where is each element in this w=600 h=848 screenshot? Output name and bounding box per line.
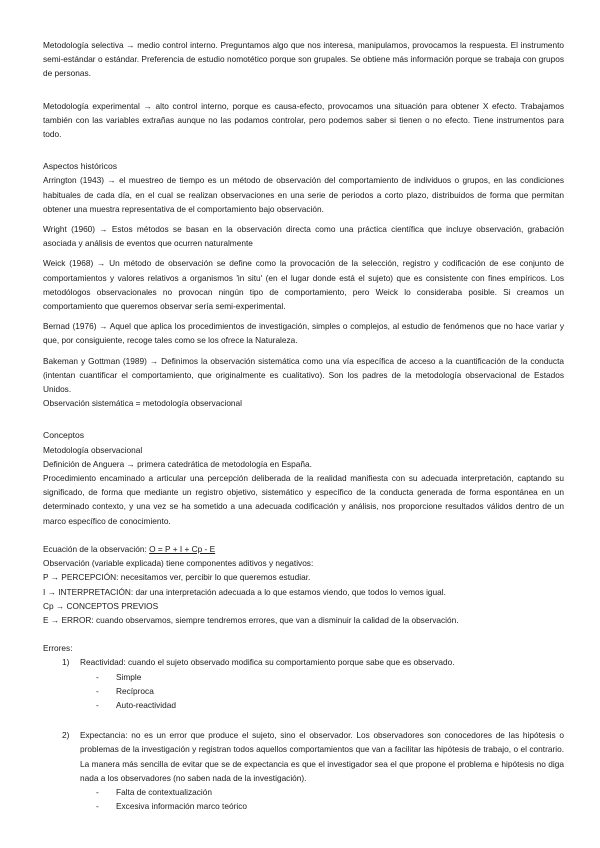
paragraph-bakeman-gottman: Bakeman y Gottman (1989) → Definimos la observación sistemática como una vía específica de acceso a la cuantificación de la conducta (intentan cuantificar el comportamiento, que originalmente es cualitativo). Son los padres de la metodología observacional de Estados Unidos.	[43, 355, 564, 395]
error-subitems	[80, 670, 564, 713]
error-subitems	[80, 785, 564, 813]
paragraph-metodologia-selectiva: Metodología selectiva → medio control interno. Preguntamos algo que nos interesa, manipulamos, provocamos la respuesta. El instrumento semi-estándar o estándar. Preferencia de estudio nomotético porque son grupales. Se obtiene más información porque se trabaja con grupos de personas.	[43, 40, 564, 79]
list-item-text: Recíproca	[116, 685, 154, 696]
paragraph-wright: Wright (1960) → Estos métodos se basan en la observación directa como una práctica científica que incluye observación, grabación asociada y análisis de eventos que ocurren naturalmente	[43, 224, 564, 249]
equation-line	[43, 542, 564, 556]
equation-formula: O = P + I + Cp - E	[149, 543, 216, 554]
paragraph-anguera: Definición de Anguera → primera catedrática de metodología en España.	[43, 458, 312, 469]
list-number: 2)	[62, 730, 70, 741]
list-item-text: Falta de contextualización	[116, 786, 212, 797]
paragraph-arrington: Arrington (1943) → el muestreo de tiempo es un método de observación del comportamiento de individuos o grupos, en las condiciones habituales de cada día, en el cual se realizan observaciones en una serie de periodos a corto plazo, distribuidos de forma que permitan obtener una muestra representativa de el comportamiento bajo observación.	[43, 175, 564, 214]
equation-line-5: E → ERROR: cuando observamos, siempre tendremos errores, que van a disminuir la calidad de la observación.	[43, 614, 459, 625]
heading-errores: Errores:	[43, 643, 73, 654]
paragraph-metodologia-experimental: Metodología experimental → alto control interno, porque es causa-efecto, provocamos una situación para obtener X efecto. Trabajamos también con las variables extrañas aunque no las podamos controlar, pero podemos saber si tienen o no efecto. Tiene instrumentos para todo.	[43, 100, 564, 140]
paragraph-weick: Weick (1968) → Un método de observación se define como la provocación de la selección, registro y codificación de ese conjunto de comportamientos y valores relativos a organismos 'in situ' (en el lugar donde está el sujeto) que es consistente con fines empíricos. Los metodólogos observacionales no provocan ningún tipo de comportamiento, pero Weick lo consideraba posible. Si creamos un comportamiento que queremos observar sería semi-experimental.	[43, 258, 564, 312]
dash-bullet: -	[96, 699, 99, 710]
list-item	[80, 684, 564, 698]
paragraph-bernad: Bernad (1976) → Aquel que aplica los procedimientos de investigación, simples o complejos, al estudio de fenómenos que no hace variar y que, por consiguiente, recoge tales como se los ofrece la Naturaleza.	[43, 321, 564, 346]
error-item-text: Reactividad: cuando el sujeto observado modifica su comportamiento porque sabe que es observado.	[80, 657, 455, 668]
dash-bullet: -	[96, 685, 99, 696]
error-item-expectancia	[43, 728, 564, 813]
list-item	[80, 670, 564, 684]
dash-bullet: -	[96, 671, 99, 682]
error-item-reactividad	[43, 655, 564, 712]
list-item	[80, 698, 564, 712]
dash-bullet: -	[96, 786, 99, 797]
subheading-metodologia-observacional: Metodología observacional	[43, 444, 143, 455]
errores-list	[43, 655, 564, 813]
equation-label: Ecuación de la observación:	[43, 543, 150, 554]
list-item-text: Auto-reactividad	[116, 699, 176, 710]
list-item-text: Excesiva información marco teórico	[116, 801, 247, 812]
dash-bullet: -	[96, 801, 99, 812]
error-item-text: Expectancia: no es un error que produce el sujeto, sino el observador. Los observadores son conocedores de las hipótesis o problemas de la investigación y registran todos aquellos comportamientos que van a facilitar las hipótesis de trabajo, o el contrario. La manera más sencilla de evitar que se de expectancia es que el investigador sea el que propone el problema e hipótesis no diga nada a los observadores (no saben nada de la investigación).	[80, 730, 564, 783]
list-item	[80, 799, 564, 813]
equation-line-2: P → PERCEPCIÓN: necesitamos ver, percibir lo que queremos estudiar.	[43, 572, 311, 583]
heading-conceptos: Conceptos	[43, 430, 85, 441]
paragraph-equivalence: Observación sistemática = metodología observacional	[43, 398, 242, 409]
list-item-text: Simple	[116, 671, 142, 682]
list-number: 1)	[62, 657, 70, 668]
equation-line-4: Cp → CONCEPTOS PREVIOS	[43, 600, 159, 611]
heading-aspectos-historicos: Aspectos históricos	[43, 161, 118, 172]
equation-line-1: Observación (variable explicada) tiene componentes aditivos y negativos:	[43, 558, 314, 569]
paragraph-procedimiento: Procedimiento encaminado a articular una percepción deliberada de la realidad manifiesta con su adecuada interpretación, captando su significado, de forma que mediante un registro objetivo, sistemático y específico de la conducta generada de forma espontánea en un determinado contexto, y una vez se ha sometido a una adecuada codificación y análisis, nos proporcione resultados válidos dentro de un marco específico de conocimiento.	[43, 473, 564, 526]
list-item	[80, 785, 564, 799]
equation-line-3: I → INTERPRETACIÓN: dar una interpretación adecuada a lo que estamos viendo, que todos lo vemos igual.	[43, 586, 446, 597]
